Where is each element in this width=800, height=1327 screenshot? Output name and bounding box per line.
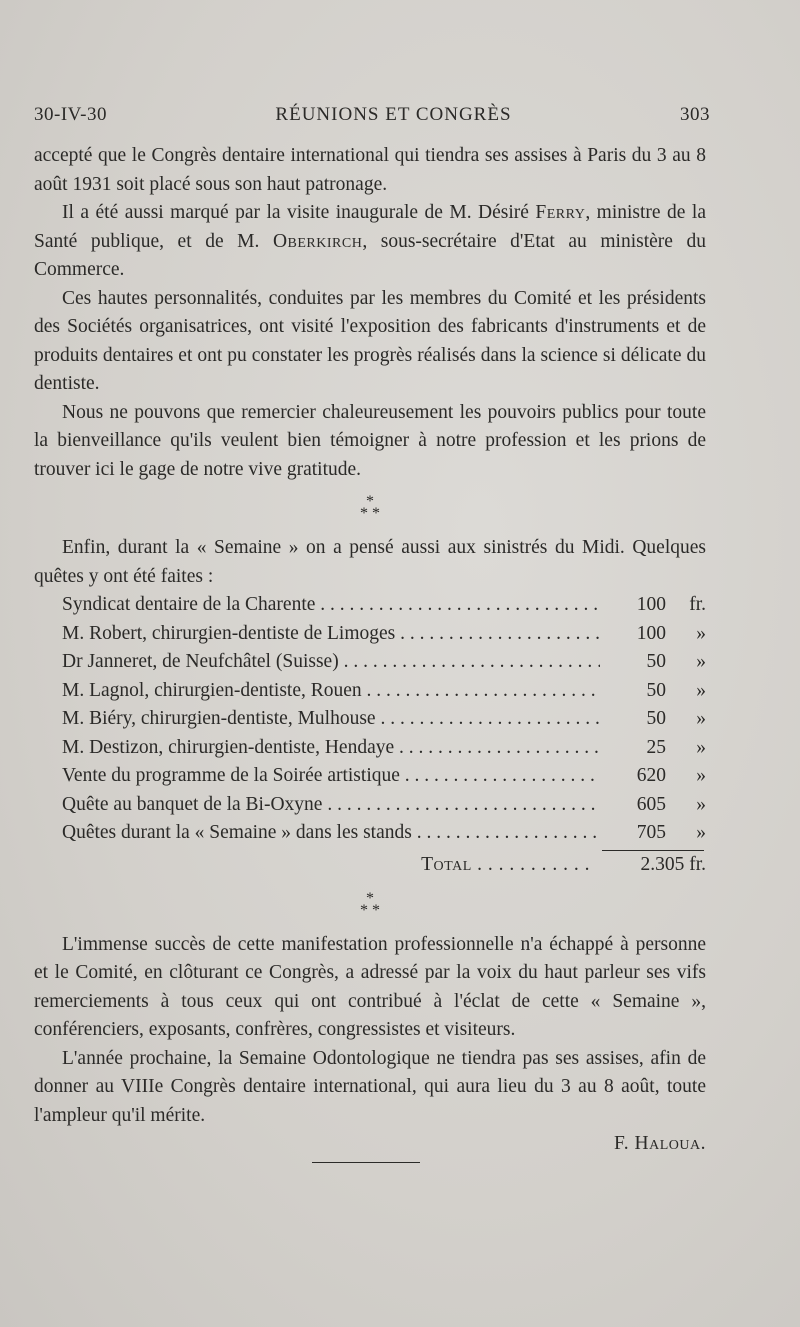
- donation-unit: »: [696, 736, 706, 758]
- paragraph-2: [34, 199, 706, 285]
- running-header: [34, 104, 710, 126]
- donation-row: [62, 819, 706, 848]
- donation-amount: 25: [646, 736, 666, 758]
- paragraph-2-text-c: , sous-secrétaire d'Etat au ministère du Commerce.: [34, 230, 706, 280]
- donation-row: [62, 591, 706, 620]
- donation-row: [62, 791, 706, 820]
- section-title: RÉUNIONS ET CONGRÈS: [275, 104, 512, 125]
- donation-label: M. Biéry, chirurgien-dentiste, Mulhouse . . .: [62, 705, 600, 734]
- donation-row: [62, 762, 706, 791]
- asterism-top: *: [366, 493, 374, 510]
- donation-amount: 620: [636, 765, 666, 786]
- donation-unit: fr.: [689, 594, 706, 615]
- issue-date: 30-IV-30: [34, 104, 107, 125]
- asterism-2: [34, 889, 706, 919]
- donation-label: Quête au banquet de la Bi-Oxyne . . .: [62, 791, 600, 820]
- donation-label: M. Robert, chirurgien-dentiste de Limoges . . .: [62, 620, 600, 649]
- donation-unit: »: [696, 793, 706, 815]
- donation-unit: »: [696, 765, 706, 786]
- person-name-ferry: Ferry: [535, 202, 586, 223]
- paragraph-2-text-a: Il a été aussi marqué par la visite inaugurale de M. Désiré: [62, 202, 536, 223]
- author-signature: F. Haloua.: [614, 1133, 706, 1154]
- total-row: [34, 851, 706, 881]
- article-body: [34, 142, 706, 1159]
- donation-row: [62, 677, 706, 706]
- donation-label: Quêtes durant la « Semaine » dans les stands . . .: [62, 819, 600, 848]
- donations-list: [62, 591, 706, 848]
- donation-unit: »: [696, 622, 706, 644]
- donation-amount: 705: [636, 822, 666, 843]
- donation-amount: 100: [636, 594, 666, 615]
- paragraph-7: L'année prochaine, la Semaine Odontologique ne tiendra pas ses assises, afin de donner au VIIIe Congrès dentaire international, qui aura lieu du 3 au 8 août, toute l'ampleur qu'il mérite.: [34, 1047, 706, 1126]
- paragraph-6: L'immense succès de cette manifestation professionnelle n'a échappé à personne et le Comité, en clôturant ce Congrès, a adressé par la voix du haut parleur ses vifs remerciements à tous ceux qui ont contribué à l'éclat de cette « Semaine », conférenciers, exposants, confrères, congressistes et visiteurs.: [34, 933, 706, 1040]
- asterism-bottom: * *: [360, 505, 380, 522]
- donation-row: [62, 648, 706, 677]
- donation-amount: 100: [636, 622, 666, 644]
- donation-unit: »: [696, 651, 706, 672]
- total-label: Total . . .: [421, 851, 590, 880]
- donation-row: [62, 734, 706, 763]
- person-name-oberkirch: Oberkirch: [272, 230, 363, 252]
- donation-label: Syndicat dentaire de la Charente . . .: [62, 591, 600, 620]
- total-amount: 2.305 fr.: [640, 853, 706, 875]
- paragraph-2-text-b: , ministre de la Santé publique, et de M.: [34, 202, 706, 252]
- paragraph-4: Nous ne pouvons que remercier chaleureusement les pouvoirs publics pour toute la bienveillance qu'ils veulent bien témoigner à notre profession et les prions de trouver ici le gage de notre vive gratitude.: [34, 401, 706, 480]
- donation-label: Vente du programme de la Soirée artistique . . .: [62, 762, 600, 791]
- donation-unit: »: [696, 679, 706, 701]
- donation-label: M. Lagnol, chirurgien-dentiste, Rouen . . .: [62, 677, 600, 706]
- donation-row: [62, 705, 706, 734]
- paragraph-3: Ces hautes personnalités, conduites par les membres du Comité et les présidents des Sociétés organisatrices, ont visité l'exposition des fabricants d'instruments et de produits dentaires et ont pu constater les progrès réalisés dans la science si délicate du dentiste.: [34, 287, 706, 394]
- asterism-top: *: [366, 889, 374, 907]
- donation-amount: 50: [646, 708, 666, 729]
- paragraph-5: Enfin, durant la « Semaine » on a pensé aussi aux sinistrés du Midi. Quelques quêtes y ont été faites :: [34, 537, 706, 587]
- donation-unit: »: [696, 708, 706, 729]
- donation-label: M. Destizon, chirurgien-dentiste, Hendaye . . .: [62, 734, 600, 763]
- donation-amount: 50: [646, 651, 666, 672]
- donation-amount: 605: [636, 793, 666, 815]
- donation-row: [62, 620, 706, 649]
- end-rule: [312, 1162, 420, 1163]
- asterism-1: [34, 493, 706, 522]
- donation-label: Dr Janneret, de Neufchâtel (Suisse) . . .: [62, 648, 600, 677]
- asterism-bottom: * *: [360, 901, 380, 919]
- paragraph-1: accepté que le Congrès dentaire international qui tiendra ses assises à Paris du 3 au 8 août 1931 soit placé sous son haut patronage.: [34, 145, 706, 195]
- donation-unit: »: [696, 822, 706, 843]
- donation-amount: 50: [646, 679, 666, 701]
- page-number: 303: [679, 104, 710, 125]
